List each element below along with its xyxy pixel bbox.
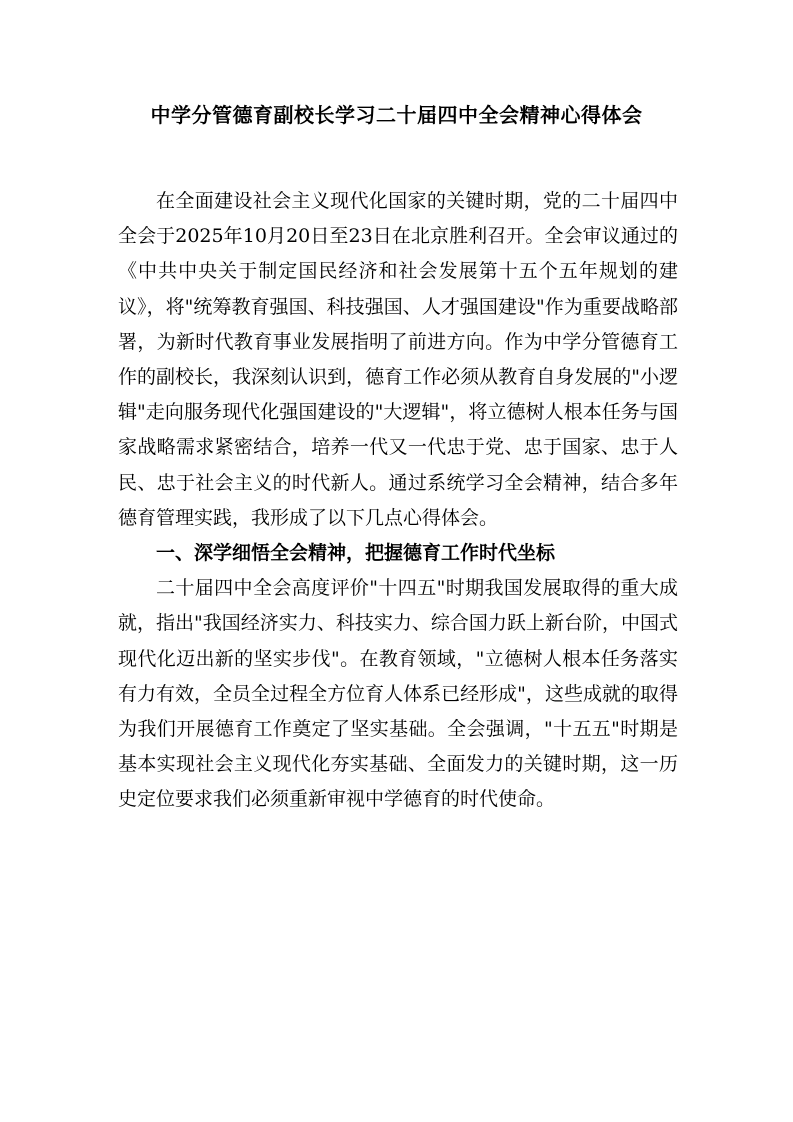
document-title: 中学分管德育副校长学习二十届四中全会精神心得体会 [150,103,643,127]
section-paragraph: 二十届四中全会高度评价"十四五"时期我国发展取得的重大成就，指出"我国经济实力、科技实力、综合国力跃上新台阶，中国式现代化迈出新的坚实步伐"。在教育领域，"立德树人根本任务落实有力有效，全员全过程全方位育人体系已经形成"，这些成就的取得为我们开展德育工作奠定了坚实基础。全会强调，"十五五"时期是基本实现社会主义现代化夯实基础、全面发力的关键时期，这一历史定位要求我们必须重新审视中学德育的时代使命。 [118,577,678,811]
document-body [118,184,678,818]
section-heading: 一、深学细悟全会精神，把握德育工作时代坐标 [156,542,556,565]
intro-paragraph: 在全面建设社会主义现代化国家的关键时期，党的二十届四中全会于2025年10月20日至23日在北京胜利召开。全会审议通过的《中共中央关于制定国民经济和社会发展第十五个五年规划的建议》，将"统筹教育强国、科技强国、人才强国建设"作为重要战略部署，为新时代教育事业发展指明了前进方向。作为中学分管德育工作的副校长，我深刻认识到，德育工作必须从教育自身发展的"小逻辑"走向服务现代化强国建设的"大逻辑"，将立德树人根本任务与国家战略需求紧密结合，培养一代又一代忠于党、忠于国家、忠于人民、忠于社会主义的时代新人。通过系统学习全会精神，结合多年德育管理实践，我形成了以下几点心得体会。 [118,190,678,529]
